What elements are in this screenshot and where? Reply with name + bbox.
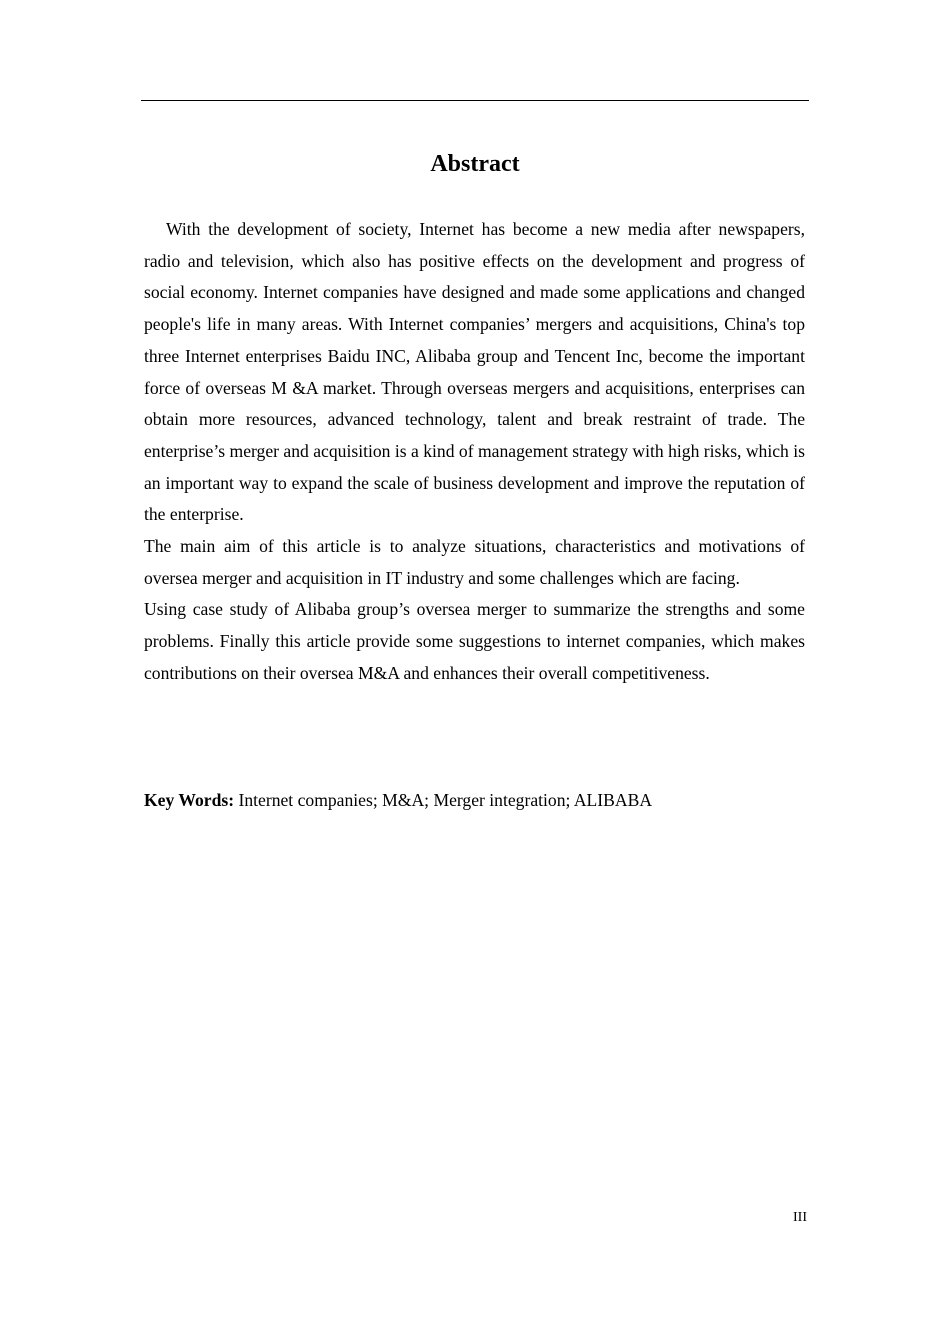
abstract-paragraph-1: With the development of society, Internet has become a new media after newspapers, radio and television, which also has positive effects on the development and progress of social economy. Internet companies have designed and made some applications and changed people's life in many areas. With Internet companies’ mergers and acquisitions, China's top three Internet enterprises Baidu INC, Alibaba group and Tencent Inc, become the important force of overseas M &A market. Through overseas mergers and acquisitions, enterprises can obtain more resources, advanced technology, talent and break restraint of trade. The enterprise’s merger and acquisition is a kind of management strategy with high risks, which is an important way to expand the scale of business development and improve the reputation of the enterprise. [144, 219, 805, 525]
abstract-paragraph-2: The main aim of this article is to analyze situations, characteristics and motivations of oversea merger and acquisition in IT industry and some challenges which are facing. [144, 536, 805, 588]
header-rule [141, 100, 809, 101]
abstract-paragraph-3: Using case study of Alibaba group’s oversea merger to summarize the strengths and some problems. Finally this article provide some suggestions to internet companies, which makes contributions on their oversea M&A and enhances their overall competitiveness. [144, 599, 805, 683]
abstract-body [144, 214, 805, 690]
keywords-line [144, 785, 805, 817]
page-title: Abstract [430, 151, 520, 177]
keywords-text: Internet companies; M&A; Merger integration; ALIBABA [234, 790, 653, 810]
page-number: III [793, 1210, 807, 1225]
keywords-label: Key Words: [144, 790, 235, 810]
